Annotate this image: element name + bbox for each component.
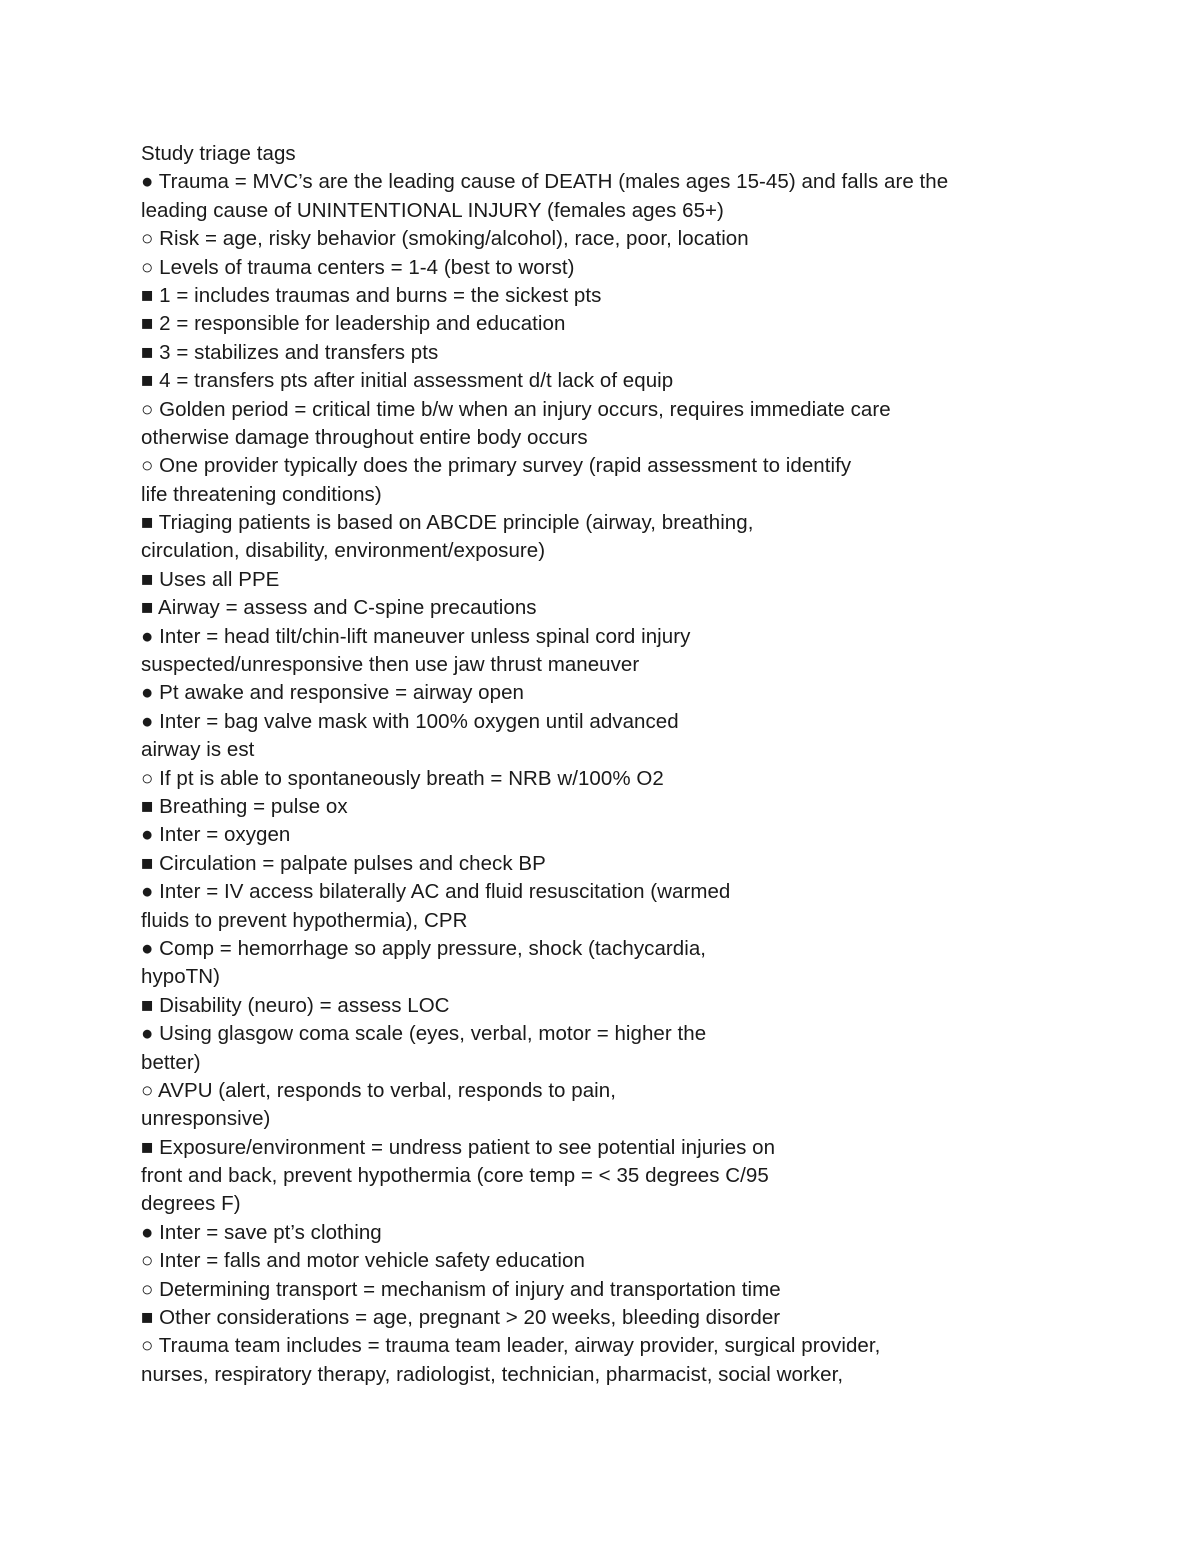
note-line: ■ 1 = includes traumas and burns = the sickest pts [141,283,602,307]
note-line: ○ Levels of trauma centers = 1-4 (best to worst) [141,255,575,279]
note-line: ○ If pt is able to spontaneously breath = NRB w/100% O2 [141,766,664,790]
note-line: ● Using glasgow coma scale (eyes, verbal, motor = higher the [141,1022,707,1046]
note-line: ● Inter = head tilt/chin-lift maneuver unless spinal cord injury [141,624,691,648]
note-line: degrees F) [141,1192,241,1216]
note-line: ■ Other considerations = age, pregnant > 20 weeks, bleeding disorder [141,1306,781,1330]
note-line: suspected/unresponsive then use jaw thrust maneuver [141,653,640,677]
note-line: ○ Golden period = critical time b/w when an injury occurs, requires immediate care [141,397,891,421]
note-line: ● Inter = save pt’s clothing [141,1220,382,1244]
note-line: life threatening conditions) [141,482,382,506]
note-line: ○ Trauma team includes = trauma team leader, airway provider, surgical provider, [141,1334,881,1358]
note-line: ■ Breathing = pulse ox [141,794,348,818]
note-line: leading cause of UNINTENTIONAL INJURY (females ages 65+) [141,198,724,222]
note-line: ○ Risk = age, risky behavior (smoking/alcohol), race, poor, location [141,227,749,251]
note-line: ■ Airway = assess and C-spine precautions [141,596,537,620]
note-line: ■ 2 = responsible for leadership and education [141,312,566,336]
notes-body [141,140,1041,1389]
note-line: ■ Uses all PPE [141,567,280,591]
note-line: nurses, respiratory therapy, radiologist, technician, pharmacist, social worker, [141,1362,844,1386]
note-line: ■ Exposure/environment = undress patient to see potential injuries on [141,1135,776,1159]
note-line: fluids to prevent hypothermia), CPR [141,908,468,932]
document-title: Study triage tags [141,142,296,165]
note-line: unresponsive) [141,1107,271,1131]
note-line: ● Pt awake and responsive = airway open [141,681,524,705]
note-line: ○ AVPU (alert, responds to verbal, responds to pain, [141,1078,616,1102]
note-line: otherwise damage throughout entire body occurs [141,425,588,449]
note-line: ● Inter = bag valve mask with 100% oxygen until advanced [141,709,679,733]
note-line: ○ One provider typically does the primary survey (rapid assessment to identify [141,454,852,478]
note-line: ■ Triaging patients is based on ABCDE principle (airway, breathing, [141,511,754,535]
note-line: ● Inter = IV access bilaterally AC and fluid resuscitation (warmed [141,880,731,904]
note-line: circulation, disability, environment/exposure) [141,539,546,563]
note-line: ● Trauma = MVC’s are the leading cause of DEATH (males ages 15-45) and falls are the [141,170,949,194]
note-line: ○ Inter = falls and motor vehicle safety education [141,1249,585,1273]
note-line: ■ Disability (neuro) = assess LOC [141,993,450,1017]
note-line: airway is est [141,738,255,762]
note-line: ● Comp = hemorrhage so apply pressure, shock (tachycardia, [141,936,707,960]
note-line: hypoTN) [141,965,220,989]
note-line: ● Inter = oxygen [141,823,291,847]
note-line: front and back, prevent hypothermia (core temp = < 35 degrees C/95 [141,1164,769,1188]
note-line: ■ 4 = transfers pts after initial assessment d/t lack of equip [141,369,674,393]
note-line: ○ Determining transport = mechanism of injury and transportation time [141,1277,781,1301]
note-line: ■ 3 = stabilizes and transfers pts [141,340,439,364]
note-line: ■ Circulation = palpate pulses and check BP [141,851,546,875]
note-line: better) [141,1050,201,1074]
